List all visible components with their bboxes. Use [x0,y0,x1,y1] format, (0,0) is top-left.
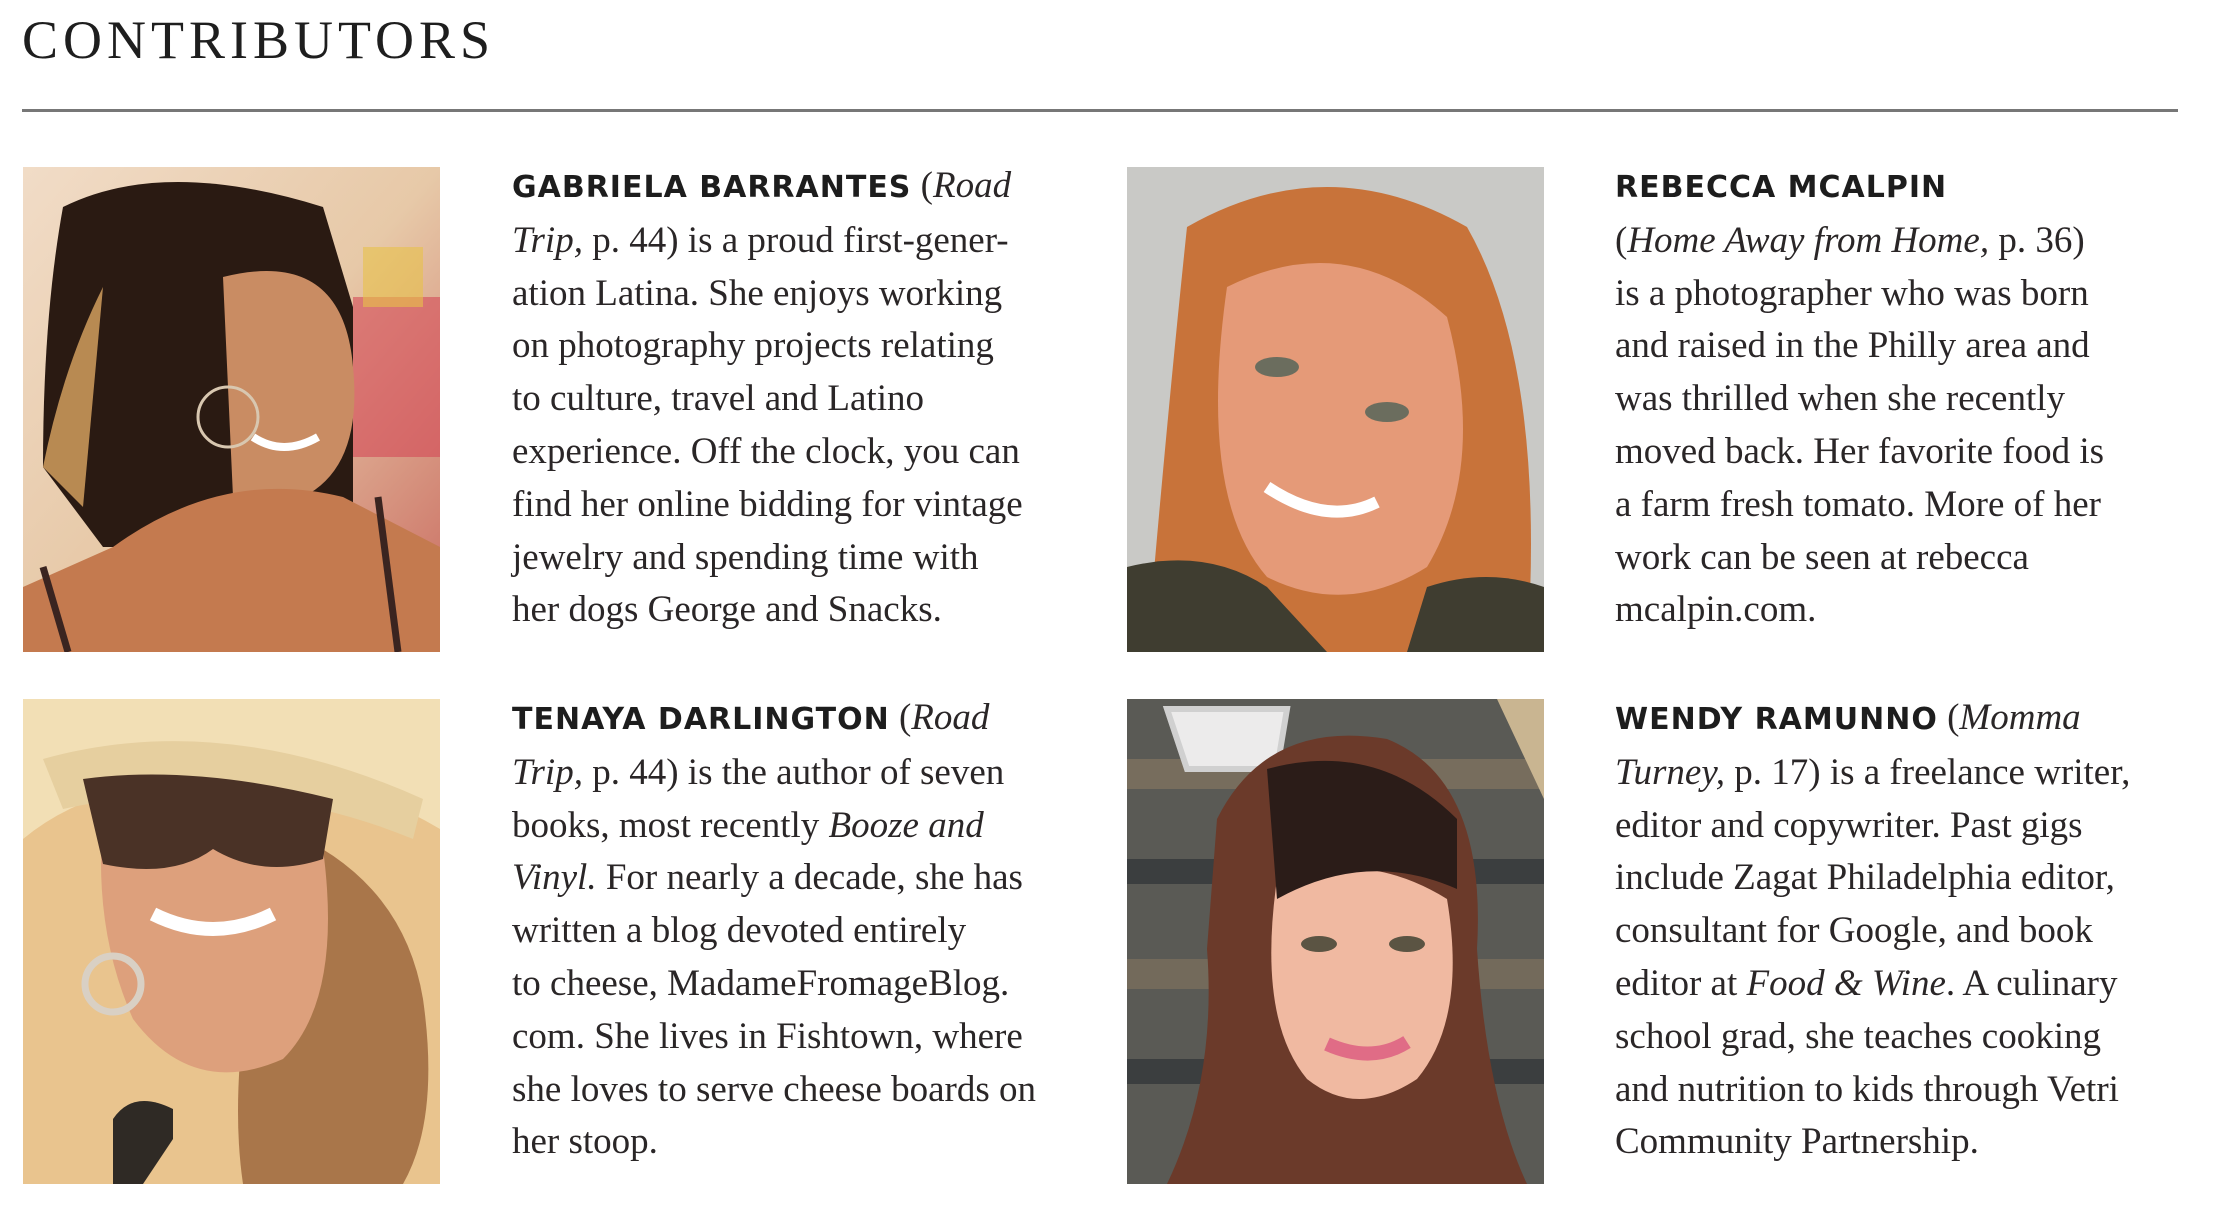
bio-line: editor at Food & Wine. A culinary [1615,962,2118,1004]
bio-line: to culture, travel and Latino [512,378,924,420]
bio-line: TENAYA DARLINGTON (Road [512,697,990,738]
bio-line: com. She lives in Fishtown, where [512,1015,1023,1057]
contributor-bio-wendy-ramunno [1615,692,2215,1169]
bio-line: a farm fresh tomato. More of her [1615,483,2101,525]
contributor-bio-tenaya-darlington [512,692,1112,1169]
bio-line: WENDY RAMUNNO (Momma [1615,697,2081,738]
bio-line: was thrilled when she recently [1615,378,2066,420]
contributor-photo-tenaya-darlington [23,699,440,1184]
bio-line: written a blog devoted entirely [512,910,967,952]
bio-line: on photography projects relating [512,325,994,367]
contributor-bio-rebecca-mcalpin [1615,160,2215,637]
bio-line: is a photographer who was born [1615,272,2089,314]
bio-line: Vinyl. For nearly a decade, she has [512,857,1023,899]
bio-line: GABRIELA BARRANTES (Road [512,165,1012,206]
bio-line: and raised in the Philly area and [1615,325,2090,367]
bio-line: moved back. Her favorite food is [1615,430,2105,472]
contributor-name: WENDY RAMUNNO [1615,702,1938,737]
bio-line: work can be seen at rebecca [1615,536,2029,578]
bio-line: Trip, p. 44) is the author of seven [512,751,1005,793]
bio-line: include Zagat Philadelphia editor, [1615,857,2115,899]
contributor-name: TENAYA DARLINGTON [512,702,890,737]
bio-line: (Home Away from Home, p. 36) [1615,219,2085,261]
contributor-name: REBECCA MCALPIN [1615,170,1948,205]
bio-line: jewelry and spending time with [512,536,979,578]
bio-line [1615,160,2215,215]
contributor-photo-gabriela-barrantes [23,167,440,652]
bio-line: school grad, she teaches cooking [1615,1015,2101,1057]
bio-line: her dogs George and Snacks. [512,589,942,631]
contributor-photo-wendy-ramunno [1127,699,1544,1184]
bio-line: consultant for Google, and book [1615,910,2093,952]
bio-line: experience. Off the clock, you can [512,430,1020,472]
bio-line: ation Latina. She enjoys working [512,272,1003,314]
contributor-photo-rebecca-mcalpin [1127,167,1544,652]
bio-line: books, most recently Booze and [512,804,984,846]
bio-line: editor and copywriter. Past gigs [1615,804,2083,846]
bio-line: find her online bidding for vintage [512,483,1023,525]
bio-line: and nutrition to kids through Vetri [1615,1068,2119,1110]
contributor-bio-gabriela-barrantes [512,160,1112,637]
bio-line: Community Partnership. [1615,1121,1979,1163]
title-divider [22,109,2178,112]
bio-line: she loves to serve cheese boards on [512,1068,1036,1110]
bio-line: Trip, p. 44) is a proud first-gener- [512,219,1009,261]
bio-line: mcalpin.com. [1615,589,1817,631]
contributor-name: GABRIELA BARRANTES [512,170,912,205]
bio-line: to cheese, MadameFromageBlog. [512,962,1010,1004]
page-title: CONTRIBUTORS [22,10,496,70]
bio-line: her stoop. [512,1121,658,1163]
bio-line: Turney, p. 17) is a freelance writer, [1615,751,2131,793]
